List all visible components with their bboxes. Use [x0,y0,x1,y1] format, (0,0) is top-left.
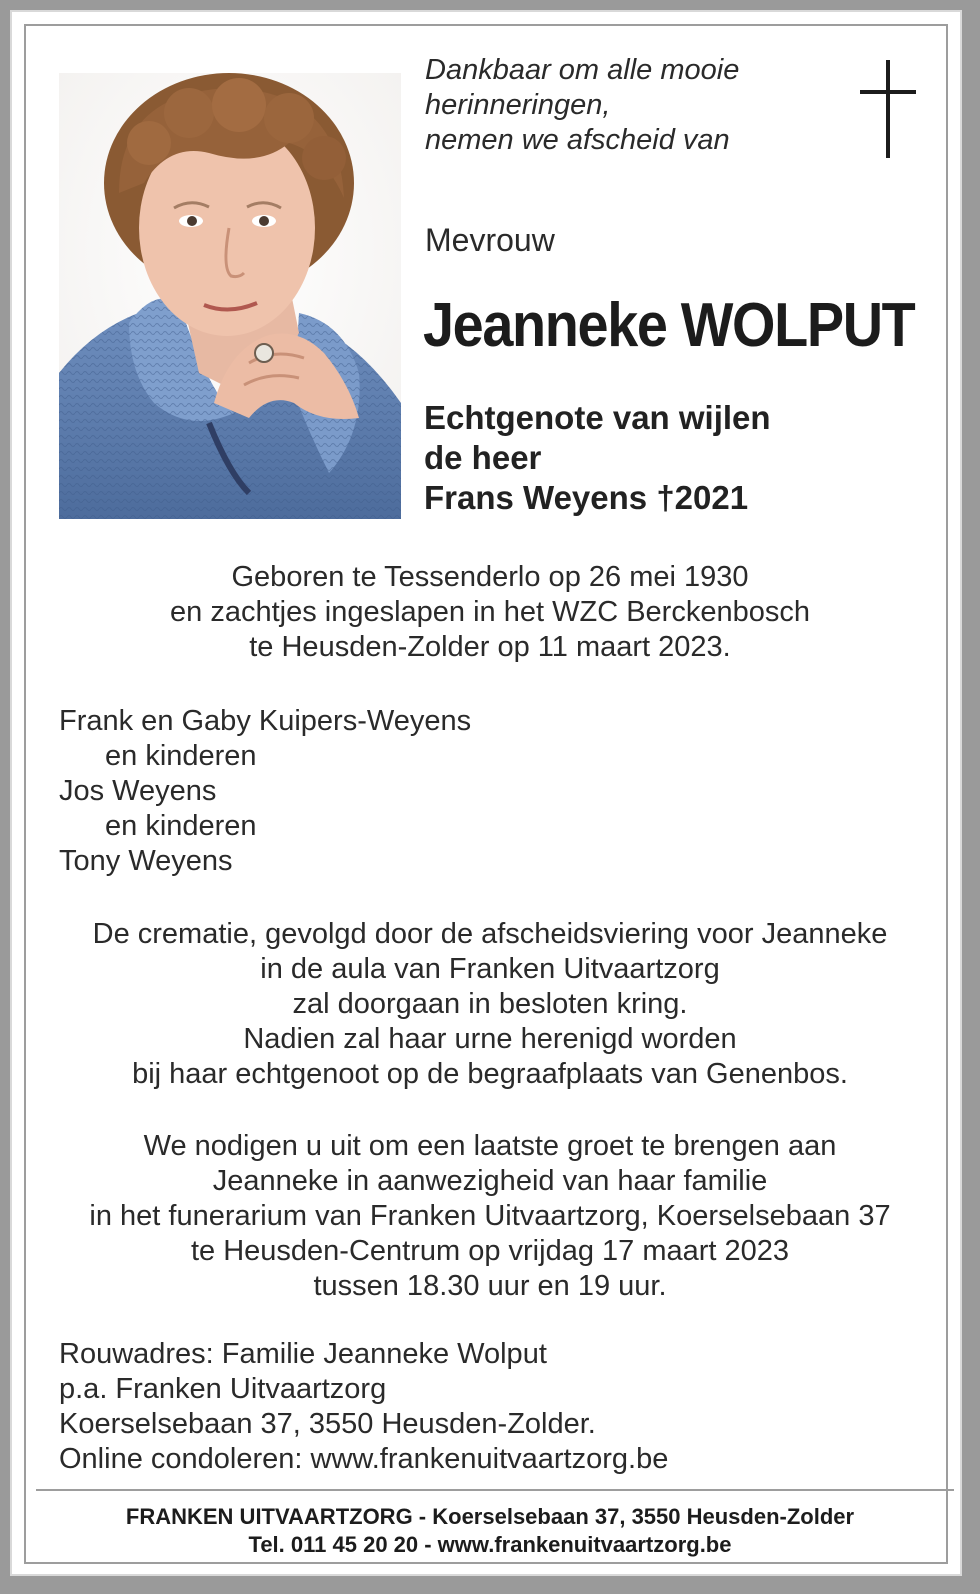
cremation-line: bij haar echtgenoot op de begraafplaats van Genenbos. [132,1058,848,1090]
salutation: Mevrouw [425,222,555,258]
invitation-line: tussen 18.30 uur en 19 uur. [313,1270,667,1302]
family-member: en kinderen [105,810,257,842]
address-line: Rouwadres: Familie Jeanneke Wolput [59,1338,547,1370]
birth-line: Geboren te Tessenderlo op 26 mei 1930 [231,561,749,593]
address-line: Online condoleren: www.frankenuitvaartzorg.be [59,1443,669,1475]
invitation-line: te Heusden-Centrum op vrijdag 17 maart 2023 [190,1235,790,1267]
cremation-info [30,917,950,1092]
family-member: en kinderen [105,740,257,772]
address-line: p.a. Franken Uitvaartzorg [59,1373,387,1405]
spouse-line: de heer [424,439,542,476]
family-member: Frank en Gaby Kuipers-Weyens [59,705,472,737]
birth-death-info [30,560,950,665]
footer-divider [36,1489,954,1491]
deceased-name: Jeanneke WOLPUT [423,291,915,360]
birth-line: te Heusden-Zolder op 11 maart 2023. [249,631,731,663]
cross-icon [860,60,920,160]
cremation-line: Nadien zal haar urne herenigd worden [243,1023,737,1055]
spouse-line: Echtgenote van wijlen [424,399,771,436]
family-member: Jos Weyens [59,775,217,807]
address-line: Koerselsebaan 37, 3550 Heusden-Zolder. [59,1408,596,1440]
footer-line: Tel. 011 45 20 20 - www.frankenuitvaartzorg.be [248,1532,732,1557]
cremation-line: zal doorgaan in besloten kring. [292,988,688,1020]
family-member: Tony Weyens [59,845,233,877]
cremation-line: in de aula van Franken Uitvaartzorg [260,953,720,985]
footer-line: FRANKEN UITVAARTZORG - Koerselsebaan 37, 3550 Heusden-Zolder [125,1504,855,1529]
portrait-photo [59,73,401,519]
invitation-line: in het funerarium van Franken Uitvaartzorg, Koerselsebaan 37 [89,1200,891,1232]
family-list [59,704,471,879]
invitation-info [30,1129,950,1304]
portrait-illustration [59,73,401,519]
mourning-address [59,1337,668,1477]
invitation-line: Jeanneke in aanwezigheid van haar familie [212,1165,768,1197]
invitation-line: We nodigen u uit om een laatste groet te brengen aan [143,1130,837,1162]
spouse-info [424,398,771,518]
cremation-line: De crematie, gevolgd door de afscheidsviering voor Jeanneke [92,918,888,950]
spouse-line: Frans Weyens †2021 [424,479,749,516]
birth-line: en zachtjes ingeslapen in het WZC Berckenbosch [170,596,810,628]
intro-text: Dankbaar om alle mooie herinneringen, nemen we afscheid van [425,54,740,156]
funeral-home-footer [0,1503,980,1559]
